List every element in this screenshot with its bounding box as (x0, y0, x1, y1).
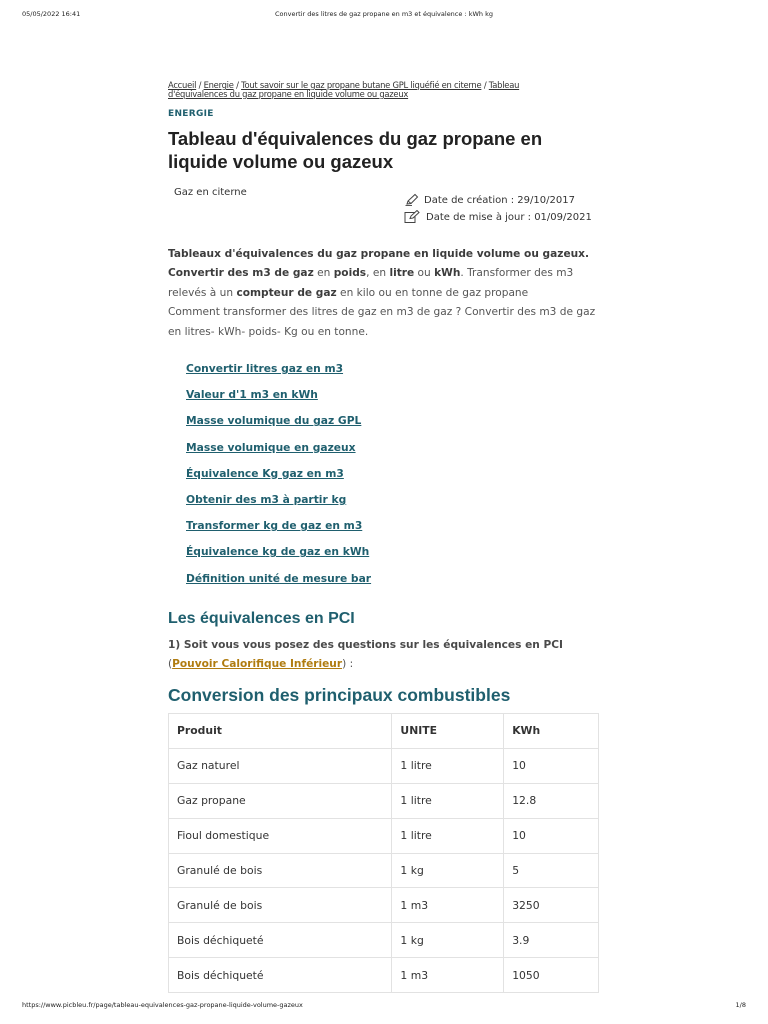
intro-bold: compteur de gaz (236, 286, 337, 299)
edit-icon (404, 210, 420, 224)
toc-link-masse-gpl[interactable]: Masse volumique du gaz GPL (186, 414, 362, 428)
section-heading-conversion: Conversion des principaux combustibles (168, 685, 511, 705)
pci-text-bold: 1) Soit vous vous posez des questions sur les équivalences en PCI (168, 639, 563, 651)
column-header-kwh: KWh (504, 714, 599, 749)
table-cell: 10 (504, 818, 599, 853)
breadcrumb-separator: / (236, 80, 242, 90)
column-header-unite: UNITE (392, 714, 504, 749)
table-row (169, 853, 599, 888)
toc-link-bar[interactable]: Définition unité de mesure bar (186, 571, 372, 585)
print-url: https://www.picbleu.fr/page/tableau-equivalences-gaz-propane-liquide-volume-gazeux (22, 1001, 303, 1009)
intro-text: en (313, 267, 334, 280)
print-datetime: 05/05/2022 16:41 (22, 10, 81, 18)
pci-text-after: ) : (342, 658, 354, 671)
category-label: ENERGIE (168, 109, 214, 119)
table-cell: Bois déchiqueté (169, 923, 392, 958)
table-cell: 3250 (504, 888, 599, 923)
table-cell: 5 (504, 853, 599, 888)
breadcrumb-current[interactable]: Tableau d'équivalences du gaz propane en liquide volume ou gazeux (168, 80, 520, 99)
toc-item (186, 572, 371, 598)
toc-item (186, 362, 371, 388)
toc-item (186, 388, 371, 414)
page-title: Tableau d'équivalences du gaz propane en liquide volume ou gazeux (168, 128, 543, 172)
table-cell: Gaz propane (169, 783, 392, 818)
toc-item (186, 519, 371, 545)
intro-bold: poids (333, 267, 367, 280)
print-doc-title: Convertir des litres de gaz propane en m3 et équivalence : kWh kg (275, 10, 493, 18)
table-cell: Bois déchiqueté (169, 958, 392, 993)
intro-bold: litre (389, 267, 415, 280)
table-cell: 10 (504, 748, 599, 783)
table-cell: 12.8 (504, 783, 599, 818)
toc-item (186, 441, 371, 467)
breadcrumb-separator: / (483, 80, 489, 90)
intro-bold: kWh (434, 267, 461, 280)
toc-link-masse-gazeux[interactable]: Masse volumique en gazeux (186, 440, 356, 454)
table-row (169, 783, 599, 818)
toc-item (186, 545, 371, 571)
intro-text: . Transformer des m3 relevés à un (168, 267, 574, 299)
intro-text: ou (414, 267, 435, 280)
table-cell: Granulé de bois (169, 853, 392, 888)
intro-bold: Tableaux d'équivalences du gaz propane en liquide volume ou gazeux. Convertir des m3 de gaz (168, 248, 590, 280)
toc-link-transform-kg[interactable]: Transformer kg de gaz en m3 (186, 519, 363, 533)
toc-item (186, 467, 371, 493)
table-row (169, 748, 599, 783)
table-cell: 1 kg (392, 923, 504, 958)
breadcrumb-home[interactable]: Accueil (168, 80, 197, 90)
toc-link-m3-from-kg[interactable]: Obtenir des m3 à partir kg (186, 492, 347, 506)
toc-item (186, 493, 371, 519)
table-cell: 1 kg (392, 853, 504, 888)
print-page-number: 1/8 (735, 1001, 746, 1009)
table-cell: Granulé de bois (169, 888, 392, 923)
table-header-row (169, 714, 599, 749)
table-row (169, 888, 599, 923)
table-cell: Fioul domestique (169, 818, 392, 853)
update-date-text: Date de mise à jour : 01/09/2021 (426, 212, 592, 223)
pci-link[interactable]: Pouvoir Calorifique Inférieur (172, 658, 343, 671)
intro-paragraph (168, 245, 600, 342)
table-cell: Gaz naturel (169, 748, 392, 783)
table-cell: 3.9 (504, 923, 599, 958)
conversion-table (168, 713, 599, 993)
toc-link-kg-m3[interactable]: Équivalence Kg gaz en m3 (186, 466, 344, 480)
table-cell: 1 litre (392, 748, 504, 783)
pci-paragraph (168, 636, 600, 674)
breadcrumb-gaz-propane[interactable]: Tout savoir sur le gaz propane butane GPL liquéfié en citerne (241, 80, 482, 90)
toc-link-m3-kwh[interactable]: Valeur d'1 m3 en kWh (186, 388, 318, 402)
breadcrumb (168, 81, 568, 99)
tag-label: Gaz en citerne (174, 187, 247, 198)
toc-link-litres-m3[interactable]: Convertir litres gaz en m3 (186, 362, 344, 375)
pencil-icon (404, 193, 420, 207)
table-cell: 1050 (504, 958, 599, 993)
table-row (169, 818, 599, 853)
section-heading-pci: Les équivalences en PCI (168, 610, 355, 627)
toc-link-kg-kwh[interactable]: Équivalence kg de gaz en kWh (186, 545, 370, 559)
table-cell: 1 m3 (392, 958, 504, 993)
intro-question: Comment transformer des litres de gaz en m3 de gaz ? Convertir des m3 de gaz en litres- kWh- poids- Kg ou en tonne. (168, 306, 596, 338)
breadcrumb-energie[interactable]: Energie (203, 80, 234, 90)
table-cell: 1 m3 (392, 888, 504, 923)
table-of-contents (186, 362, 371, 598)
table-row (169, 958, 599, 993)
table-cell: 1 litre (392, 818, 504, 853)
table-cell: 1 litre (392, 783, 504, 818)
pci-paren: ( (168, 658, 173, 671)
table-row (169, 923, 599, 958)
column-header-produit: Produit (169, 714, 392, 749)
intro-text: , en (366, 267, 390, 280)
print-footer (22, 1001, 746, 1013)
intro-text: en kilo ou en tonne de gaz propane (336, 286, 529, 299)
creation-date-text: Date de création : 29/10/2017 (424, 195, 575, 206)
breadcrumb-separator: / (198, 80, 204, 90)
article (168, 0, 600, 1000)
toc-item (186, 414, 371, 440)
